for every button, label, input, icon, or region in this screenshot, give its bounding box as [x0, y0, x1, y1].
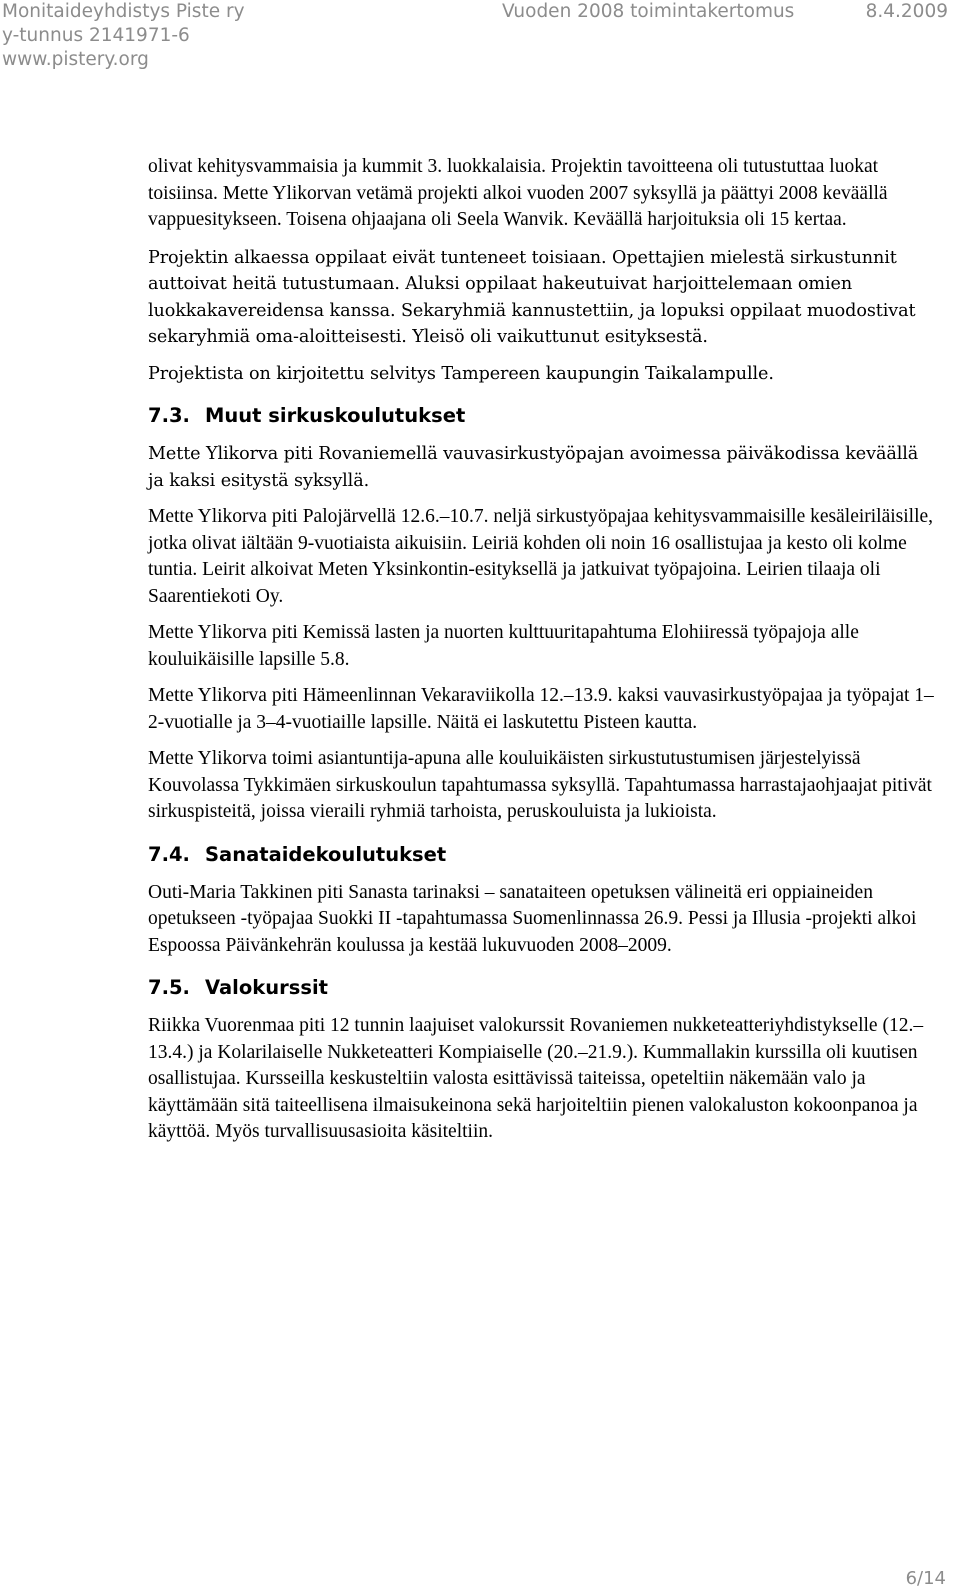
section-number: 7.4. — [148, 842, 190, 866]
document-body — [148, 154, 938, 1156]
business-id: y-tunnus 2141971-6 — [2, 25, 190, 46]
paragraph: Mette Ylikorva piti Hämeenlinnan Vekaraviikolla 12.–13.9. kaksi vauvasirkustyöpajaa ja työpajat 1–2-vuotialle ja 3–4-vuotiaille lapsille. Näitä ei laskutettu Pisteen kautta. — [148, 685, 934, 733]
section-heading — [148, 403, 938, 429]
website-link[interactable]: www.pistery.org — [2, 49, 149, 70]
paragraph: Mette Ylikorva piti Palojärvellä 12.6.–10.7. neljä sirkustyöpajaa kehitysvammaisille kesäleiriläisille, jotka olivat iältään 9-vuotiaista aikuisiin. Leiriä kohden oli noin 16 osallistujaa ja kesto oli kolme tuntia. Leirit alkoivat Meten Yksinkontin-esityksellä ja jatkuivat työpajoina. Leirien tilaaja oli Saarentiekoti Oy. — [148, 506, 934, 607]
paragraph: Projektin alkaessa oppilaat eivät tunteneet toisiaan. Opettajien mielestä sirkustunnit auttoivat heitä tutustumaan. Aluksi oppilaat hakeutuivat harjoittelemaan omien luokkakavereidensa kanssa. Sekaryhmiä kannustettiin, ja lopuksi oppilaat muodostivat sekaryhmiä oma-aloitteisesti. Yleisö oli vaikuttunut esityksestä. — [148, 247, 916, 347]
paragraph: Mette Ylikorva toimi asiantuntija-apuna alle kouluikäisten sirkustutustumisen järjestelyissä Kouvolassa Tykkimäen sirkuskoulun tapahtumassa syksyllä. Tapahtumassa harrastajaohjaajat pitivät sirkuspisteitä, joissa vieraili ryhmiä tarhoista, peruskouluista ja lukioista. — [148, 748, 932, 822]
paragraph: Mette Ylikorva piti Kemissä lasten ja nuorten kulttuuritapahtuma Elohiiressä työpajoja alle kouluikäisille lapsille 5.8. — [148, 622, 859, 670]
paragraph: Projektista on kirjoitettu selvitys Tampereen kaupungin Taikalampulle. — [148, 363, 774, 384]
section-number: 7.5. — [148, 976, 190, 999]
paragraph: Outi-Maria Takkinen piti Sanasta tarinaksi – sanataiteen opetuksen välineitä eri oppiaineiden opetukseen -työpajaa Suokki II -tapahtumassa Suomenlinnassa 26.9. Pessi ja Illusia -projekti alkoi Espoossa Päivänkehrän koulussa ja kestää lukuvuoden 2008–2009. — [148, 881, 917, 956]
organization-name: Monitaideyhdistys Piste ry — [2, 1, 245, 22]
page-number: 6/14 — [905, 1568, 946, 1589]
page-header — [0, 0, 960, 80]
document-date: 8.4.2009 — [865, 1, 948, 22]
document-title: Vuoden 2008 toimintakertomus — [502, 1, 795, 22]
paragraph: Mette Ylikorva piti Rovaniemellä vauvasirkustyöpajan avoimessa päiväkodissa keväällä ja kaksi esitystä syksyllä. — [148, 444, 919, 491]
section-title: Sanataidekoulutukset — [205, 842, 447, 866]
section-title: Valokurssit — [205, 976, 328, 999]
paragraph: olivat kehitysvammaisia ja kummit 3. luokkalaisia. Projektin tavoitteena oli tutustuttaa luokat toisiinsa. Mette Ylikorvan vetämä projekti alkoi vuoden 2007 syksyllä ja päättyi 2008 keväällä vappuesitykseen. Toisena ohjaajana oli Seela Wanvik. Keväällä harjoituksia oli 15 kertaa. — [148, 156, 888, 230]
section-number: 7.3. — [148, 404, 190, 427]
section-title: Muut sirkuskoulutukset — [205, 404, 466, 427]
paragraph: Riikka Vuorenmaa piti 12 tunnin laajuiset valokurssit Rovaniemen nukketeatteriyhdistykselle (12.–13.4.) ja Kolarilaiselle Nukketeatteri Kompiaiselle (20.–21.9.). Kummallakin kurssilla oli kuutisen osallistujaa. Kursseilla keskusteltiin valosta esittävissä taiteissa, opeteltiin näkemään valo ja käyttämään sitä taiteellisena ilmaisukeinona sekä harjoiteltiin pienen valokaluston kokoonpanoa ja käyttöä. Myös turvallisuusasioita käsiteltiin. — [148, 1015, 924, 1142]
section-heading — [148, 842, 938, 868]
section-heading — [148, 975, 938, 1001]
